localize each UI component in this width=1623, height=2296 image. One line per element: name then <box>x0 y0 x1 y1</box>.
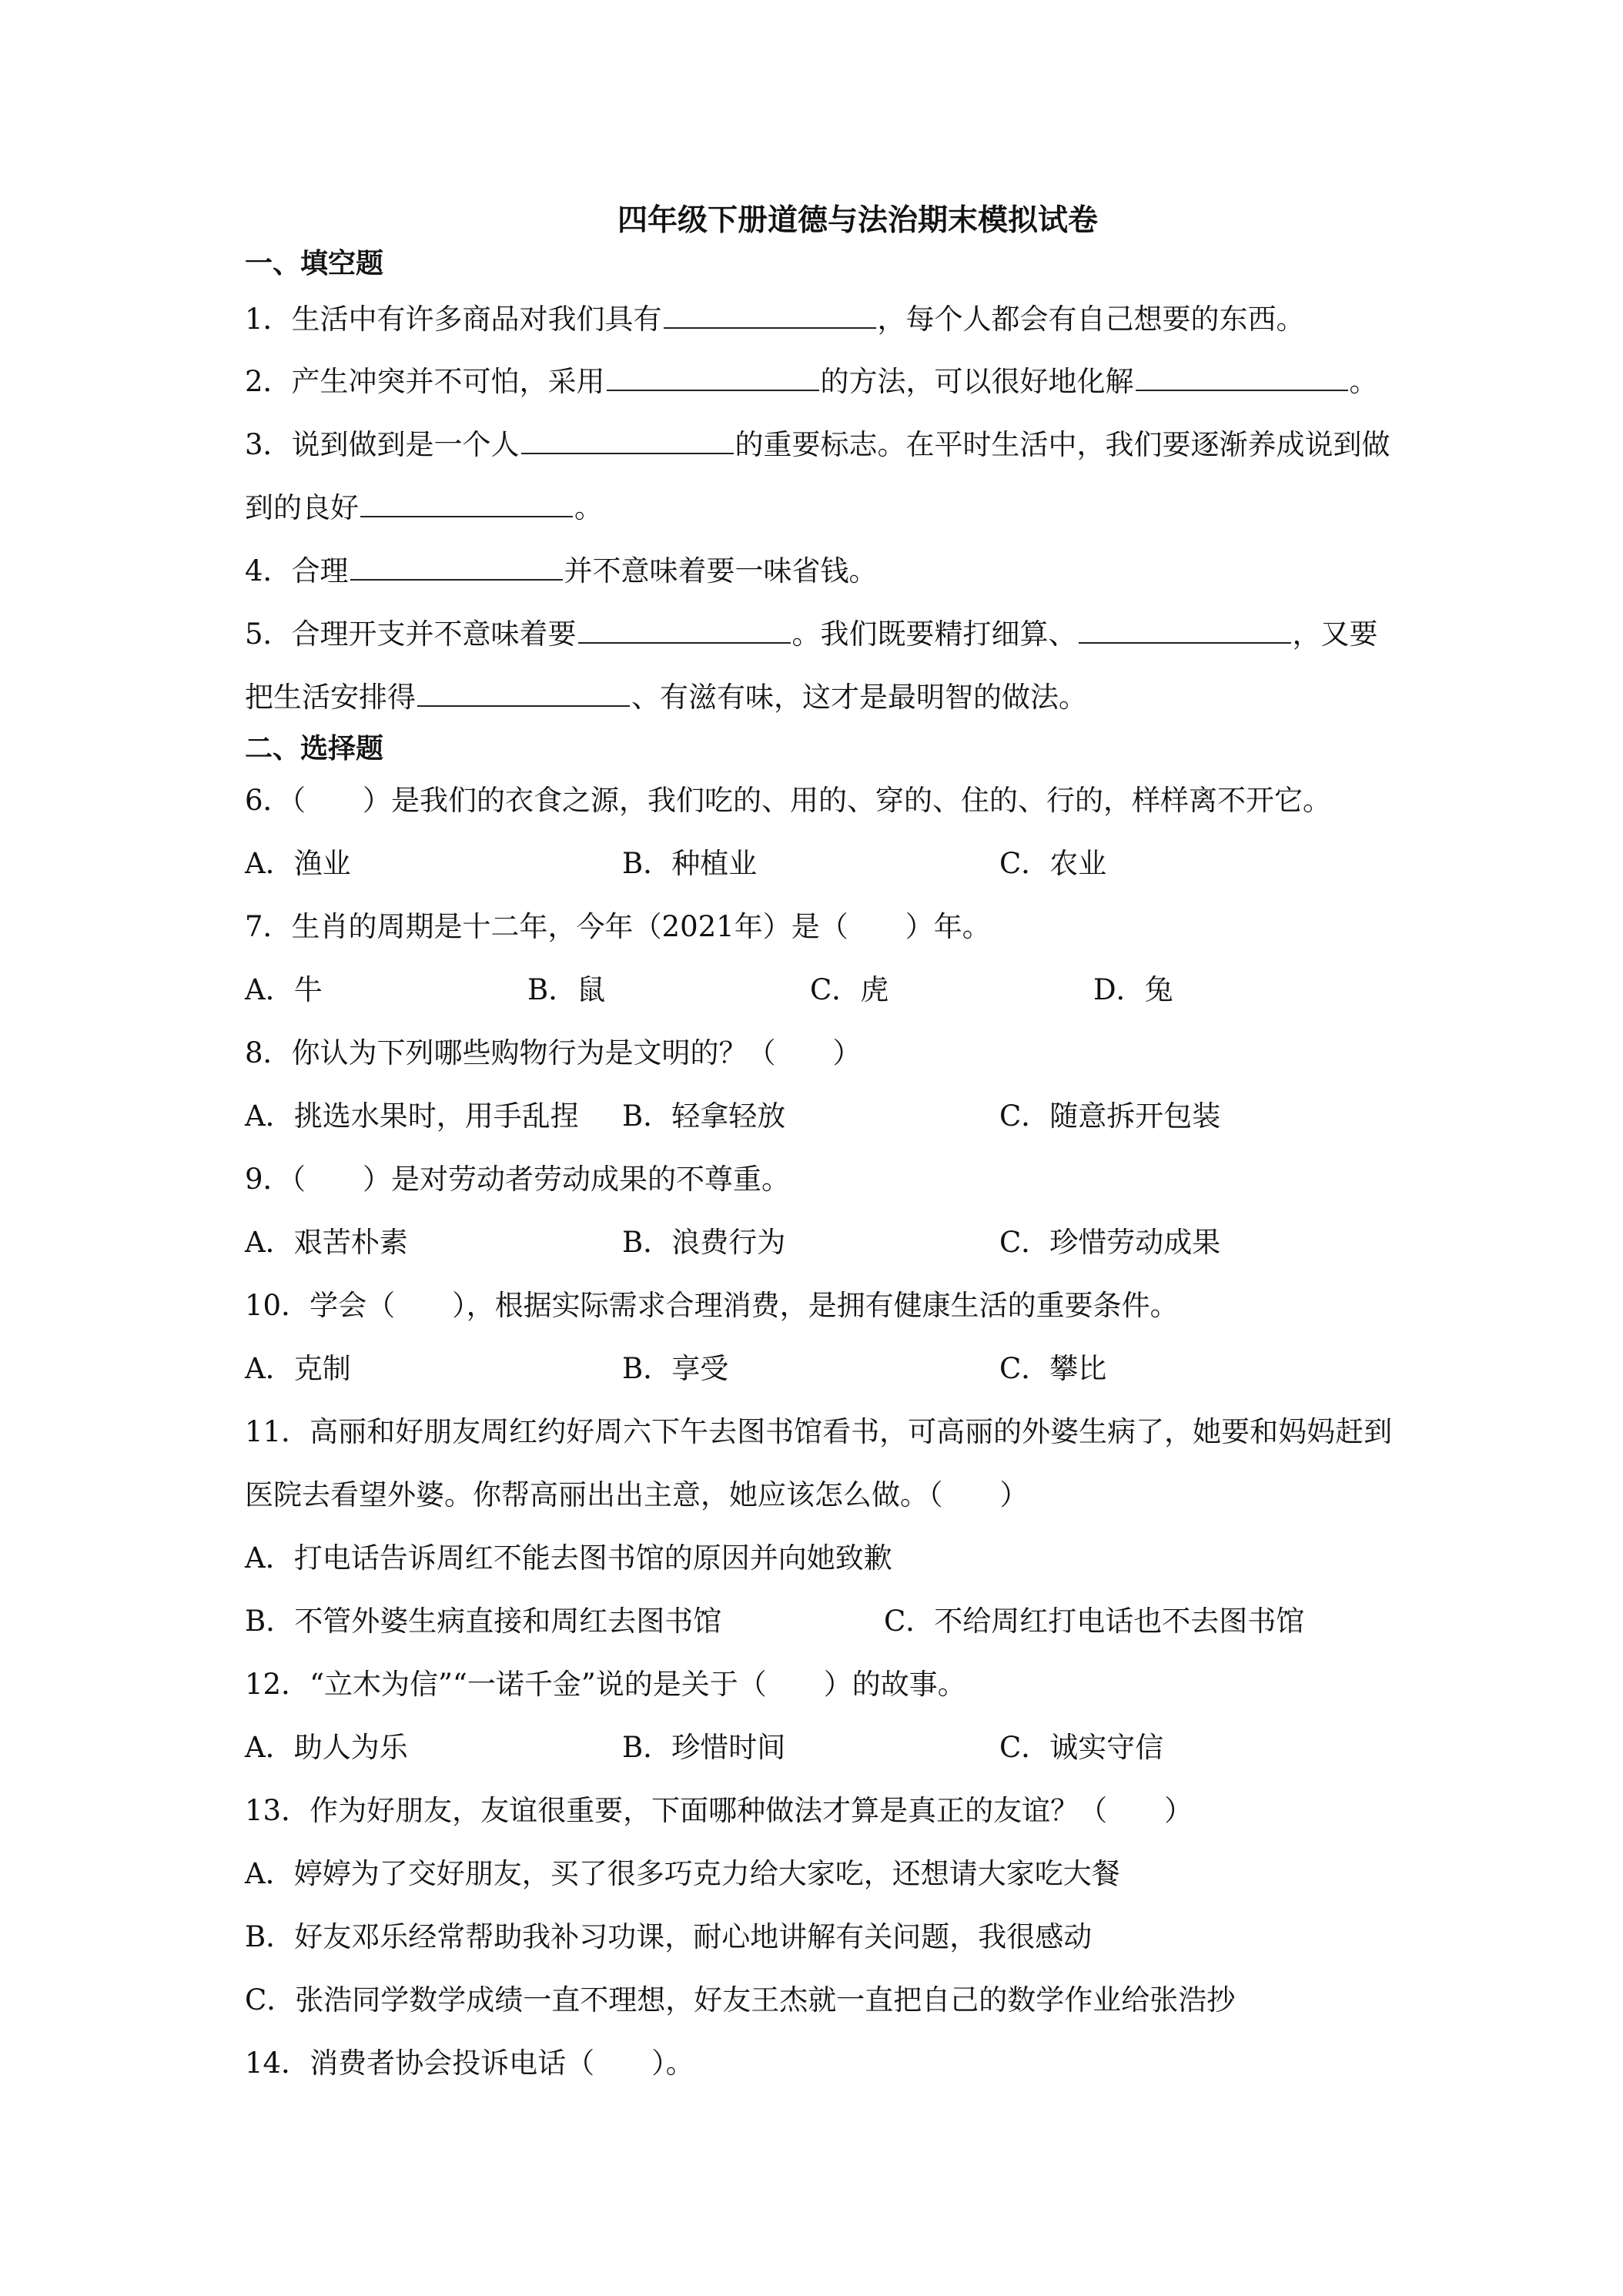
question-6: 6．（ ）是我们的衣食之源，我们吃的、用的、穿的、住的、行的，样样离不开它。 <box>245 784 1332 817</box>
q9-option-b[interactable]: B．浪费行为 <box>622 1226 786 1259</box>
q4-text-a: 4．合理 <box>245 554 349 587</box>
q10-option-c[interactable]: C．攀比 <box>999 1352 1107 1385</box>
q5-text-e: 、有滋有味，这才是最明智的做法。 <box>631 681 1087 714</box>
q7-option-a[interactable]: A．牛 <box>245 973 323 1006</box>
q6-option-c[interactable]: C．农业 <box>999 847 1107 880</box>
section-fill-heading: 一、填空题 <box>245 248 384 279</box>
question-5-line-2 <box>245 674 1087 719</box>
q4-blank-1[interactable] <box>350 548 563 581</box>
q9-option-a[interactable]: A．艰苦朴素 <box>245 1226 408 1259</box>
exam-title: 四年级下册道德与法治期末模拟试卷 <box>617 202 1098 238</box>
q6-option-b[interactable]: B．种植业 <box>622 847 758 880</box>
q5-text-a: 5．合理开支并不意味着要 <box>245 618 577 651</box>
question-3-line-1 <box>245 422 1390 467</box>
question-14: 14．消费者协会投诉电话（ ）。 <box>245 2047 694 2080</box>
question-11-line-2: 医院去看望外婆。你帮高丽出出主意，她应该怎么做。（ ） <box>245 1478 1029 1511</box>
q7-option-c[interactable]: C．虎 <box>810 973 889 1006</box>
q3-blank-2[interactable] <box>360 485 573 517</box>
section-choice-heading: 二、选择题 <box>245 733 384 765</box>
question-9: 9．（ ）是对劳动者劳动成果的不尊重。 <box>245 1163 791 1196</box>
question-2 <box>245 359 1378 403</box>
q10-option-b[interactable]: B．享受 <box>622 1352 729 1385</box>
q8-option-c[interactable]: C．随意拆开包装 <box>999 1099 1221 1133</box>
q7-option-d[interactable]: D．兔 <box>1093 973 1173 1006</box>
question-13: 13．作为好朋友，友谊很重要，下面哪种做法才算是真正的友谊？（ ） <box>245 1794 1193 1827</box>
q2-blank-2[interactable] <box>1136 359 1348 391</box>
q3-blank-1[interactable] <box>521 422 734 454</box>
q2-blank-1[interactable] <box>607 359 819 391</box>
question-1 <box>245 296 1305 341</box>
question-12: 12．“立木为信”“一诺千金”说的是关于（ ）的故事。 <box>245 1668 966 1701</box>
q5-text-b: 。我们既要精打细算、 <box>791 618 1077 651</box>
q8-option-a[interactable]: A．挑选水果时，用手乱捏 <box>245 1099 579 1133</box>
q5-blank-2[interactable] <box>1079 611 1291 644</box>
q3-text-b: 的重要标志。在平时生活中，我们要逐渐养成说到做 <box>735 428 1390 461</box>
question-7: 7．生肖的周期是十二年，今年（2021年）是（ ）年。 <box>245 910 991 943</box>
q5-blank-3[interactable] <box>417 674 630 707</box>
q1-text-b: ，每个人都会有自己想要的东西。 <box>877 303 1305 336</box>
q3-text-c: 到的良好 <box>245 491 359 524</box>
question-10: 10．学会（ ），根据实际需求合理消费，是拥有健康生活的重要条件。 <box>245 1289 1179 1322</box>
q5-text-c: ，又要 <box>1292 618 1378 651</box>
q1-blank-1[interactable] <box>664 296 876 329</box>
question-5-line-1 <box>245 611 1378 656</box>
q2-text-c: 。 <box>1349 365 1378 398</box>
q11-option-b[interactable]: B．不管外婆生病直接和周红去图书馆 <box>245 1605 722 1638</box>
q2-text-a: 2．产生冲突并不可怕，采用 <box>245 365 605 398</box>
q3-text-a: 3．说到做到是一个人 <box>245 428 520 461</box>
question-4 <box>245 548 878 593</box>
q12-option-b[interactable]: B．珍惜时间 <box>622 1731 786 1764</box>
q9-option-c[interactable]: C．珍惜劳动成果 <box>999 1226 1221 1259</box>
q8-option-b[interactable]: B．轻拿轻放 <box>622 1099 786 1133</box>
q7-option-b[interactable]: B．鼠 <box>527 973 606 1006</box>
q6-option-a[interactable]: A．渔业 <box>245 847 351 880</box>
q4-text-b: 并不意味着要一味省钱。 <box>564 554 878 587</box>
q12-option-c[interactable]: C．诚实守信 <box>999 1731 1164 1764</box>
q13-option-c[interactable]: C．张浩同学数学成绩一直不理想，好友王杰就一直把自己的数学作业给张浩抄 <box>245 1983 1236 2017</box>
q2-text-b: 的方法，可以很好地化解 <box>820 365 1134 398</box>
q11-option-a[interactable]: A．打电话告诉周红不能去图书馆的原因并向她致歉 <box>245 1541 892 1575</box>
q12-option-a[interactable]: A．助人为乐 <box>245 1731 408 1764</box>
q13-option-b[interactable]: B．好友邓乐经常帮助我补习功课，耐心地讲解有关问题，我很感动 <box>245 1920 1093 1953</box>
q10-option-a[interactable]: A．克制 <box>245 1352 351 1385</box>
q5-blank-1[interactable] <box>578 611 791 644</box>
q1-text-a: 1．生活中有许多商品对我们具有 <box>245 303 662 336</box>
question-8: 8．你认为下列哪些购物行为是文明的？（ ） <box>245 1036 862 1069</box>
question-3-line-2 <box>245 485 603 530</box>
q13-option-a[interactable]: A．婷婷为了交好朋友，买了很多巧克力给大家吃，还想请大家吃大餐 <box>245 1857 1120 1890</box>
q3-text-d: 。 <box>574 491 603 524</box>
question-11-line-1: 11．高丽和好朋友周红约好周六下午去图书馆看书，可高丽的外婆生病了，她要和妈妈赶到 <box>245 1415 1393 1448</box>
q11-option-c[interactable]: C．不给周红打电话也不去图书馆 <box>884 1605 1305 1638</box>
q5-text-d: 把生活安排得 <box>245 681 416 714</box>
